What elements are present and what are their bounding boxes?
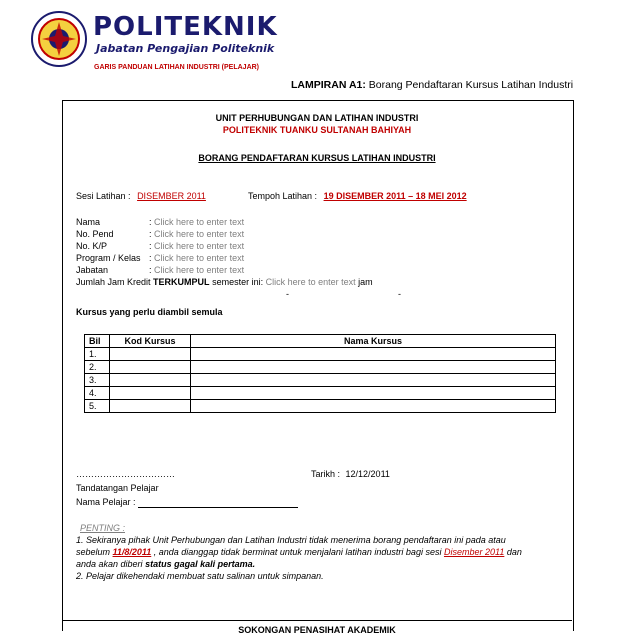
header-kod: Kod Kursus — [110, 335, 191, 348]
dash-right: - — [398, 289, 401, 299]
tempoh-label: Tempoh Latihan : — [248, 191, 318, 201]
table-row: 2. — [85, 361, 556, 374]
nama-pelajar-input[interactable] — [138, 498, 298, 508]
tarikh-row: Tarikh : 12/12/2011 — [311, 469, 390, 479]
dash-left: - — [286, 289, 289, 299]
kredit-row: Jumlah Jam Kredit TERKUMPUL semester ini: Click here to enter text jam — [76, 277, 373, 287]
field-no-kp: No. K/P : Click here to enter text — [76, 241, 245, 251]
appendix-label: LAMPIRAN A1: — [291, 79, 366, 91]
tempoh-row — [248, 190, 467, 202]
table-header-row — [85, 335, 556, 348]
kursus-heading: Kursus yang perlu diambil semula — [76, 307, 223, 317]
footer-heading-cut: SOKONGAN PENASIHAT AKADEMIK — [238, 625, 396, 635]
field-input[interactable]: Click here to enter text — [154, 229, 245, 239]
nama-cell[interactable] — [191, 400, 556, 413]
field-label: No. Pend — [76, 229, 114, 239]
signature-dots: …………………………… — [76, 469, 175, 479]
bottom-rule — [62, 620, 572, 621]
nama-cell[interactable] — [191, 387, 556, 400]
field-jabatan: Jabatan : Click here to enter text — [76, 265, 245, 275]
sesi-value[interactable]: DISEMBER 2011 — [137, 191, 206, 201]
field-no-pend: No. Pend : Click here to enter text — [76, 229, 245, 239]
tempoh-value[interactable]: 19 DISEMBER 2011 – 18 MEI 2012 — [323, 191, 467, 201]
tarikh-value[interactable]: 12/12/2011 — [345, 469, 390, 479]
kod-cell[interactable] — [110, 361, 191, 374]
nama-pelajar-row: Nama Pelajar : — [76, 496, 298, 508]
tandatangan-label: Tandatangan Pelajar — [76, 483, 159, 493]
institution-heading: POLITEKNIK TUANKU SULTANAH BAHIYAH — [222, 125, 412, 135]
appendix-title — [291, 79, 573, 91]
kod-cell[interactable] — [110, 387, 191, 400]
note-1b: sebelum 11/8/2011 , anda dianggap tidak berminat untuk menjalani latihan industri bagi sesi Disember 2011 dan — [76, 547, 522, 557]
guideline-label: GARIS PANDUAN LATIHAN INDUSTRI (PELAJAR) — [94, 64, 260, 71]
header-nama: Nama Kursus — [191, 335, 556, 348]
field-input[interactable]: Click here to enter text — [154, 217, 245, 227]
field-label: Program / Kelas — [76, 253, 141, 263]
table-row: 5. — [85, 400, 556, 413]
penting-label: PENTING : — [80, 523, 126, 533]
kredit-input[interactable]: Click here to enter text — [265, 277, 356, 287]
note-1c: anda akan diberi status gagal kali pertama. — [76, 559, 256, 569]
kursus-table — [84, 334, 556, 413]
field-label: No. K/P — [76, 241, 108, 251]
field-label: Jabatan — [76, 265, 109, 275]
nama-cell[interactable] — [191, 374, 556, 387]
field-input[interactable]: Click here to enter text — [154, 241, 245, 251]
politeknik-seal-logo — [30, 10, 88, 68]
appendix-text: Borang Pendaftaran Kursus Latihan Industri — [368, 79, 574, 91]
field-program: Program / Kelas : Click here to enter text — [76, 253, 245, 263]
kod-cell[interactable] — [110, 374, 191, 387]
kod-cell[interactable] — [110, 348, 191, 361]
header-bil: Bil — [85, 335, 110, 348]
form-title: BORANG PENDAFTARAN KURSUS LATIHAN INDUSTRI — [198, 153, 436, 163]
field-input[interactable]: Click here to enter text — [154, 253, 245, 263]
kod-cell[interactable] — [110, 400, 191, 413]
sesi-row — [76, 190, 206, 202]
brand-subtitle: Jabatan Pengajian Politeknik — [96, 42, 275, 55]
brand-title: POLITEKNIK — [93, 12, 278, 42]
table-row: 3. — [85, 374, 556, 387]
field-input[interactable]: Click here to enter text — [154, 265, 245, 275]
unit-heading: UNIT PERHUBUNGAN DAN LATIHAN INDUSTRI — [215, 113, 419, 123]
nama-cell[interactable] — [191, 348, 556, 361]
note-1a: 1. Sekiranya pihak Unit Perhubungan dan Latihan Industri tidak menerima borang pendaftaran ini pada atau — [76, 535, 506, 545]
table-row: 1. — [85, 348, 556, 361]
nama-cell[interactable] — [191, 361, 556, 374]
field-label: Nama — [76, 217, 101, 227]
sesi-label: Sesi Latihan : — [76, 191, 131, 201]
field-nama: Nama : Click here to enter text — [76, 217, 245, 227]
table-row: 4. — [85, 387, 556, 400]
note-2: 2. Pelajar dikehendaki membuat satu salinan untuk simpanan. — [76, 571, 324, 581]
